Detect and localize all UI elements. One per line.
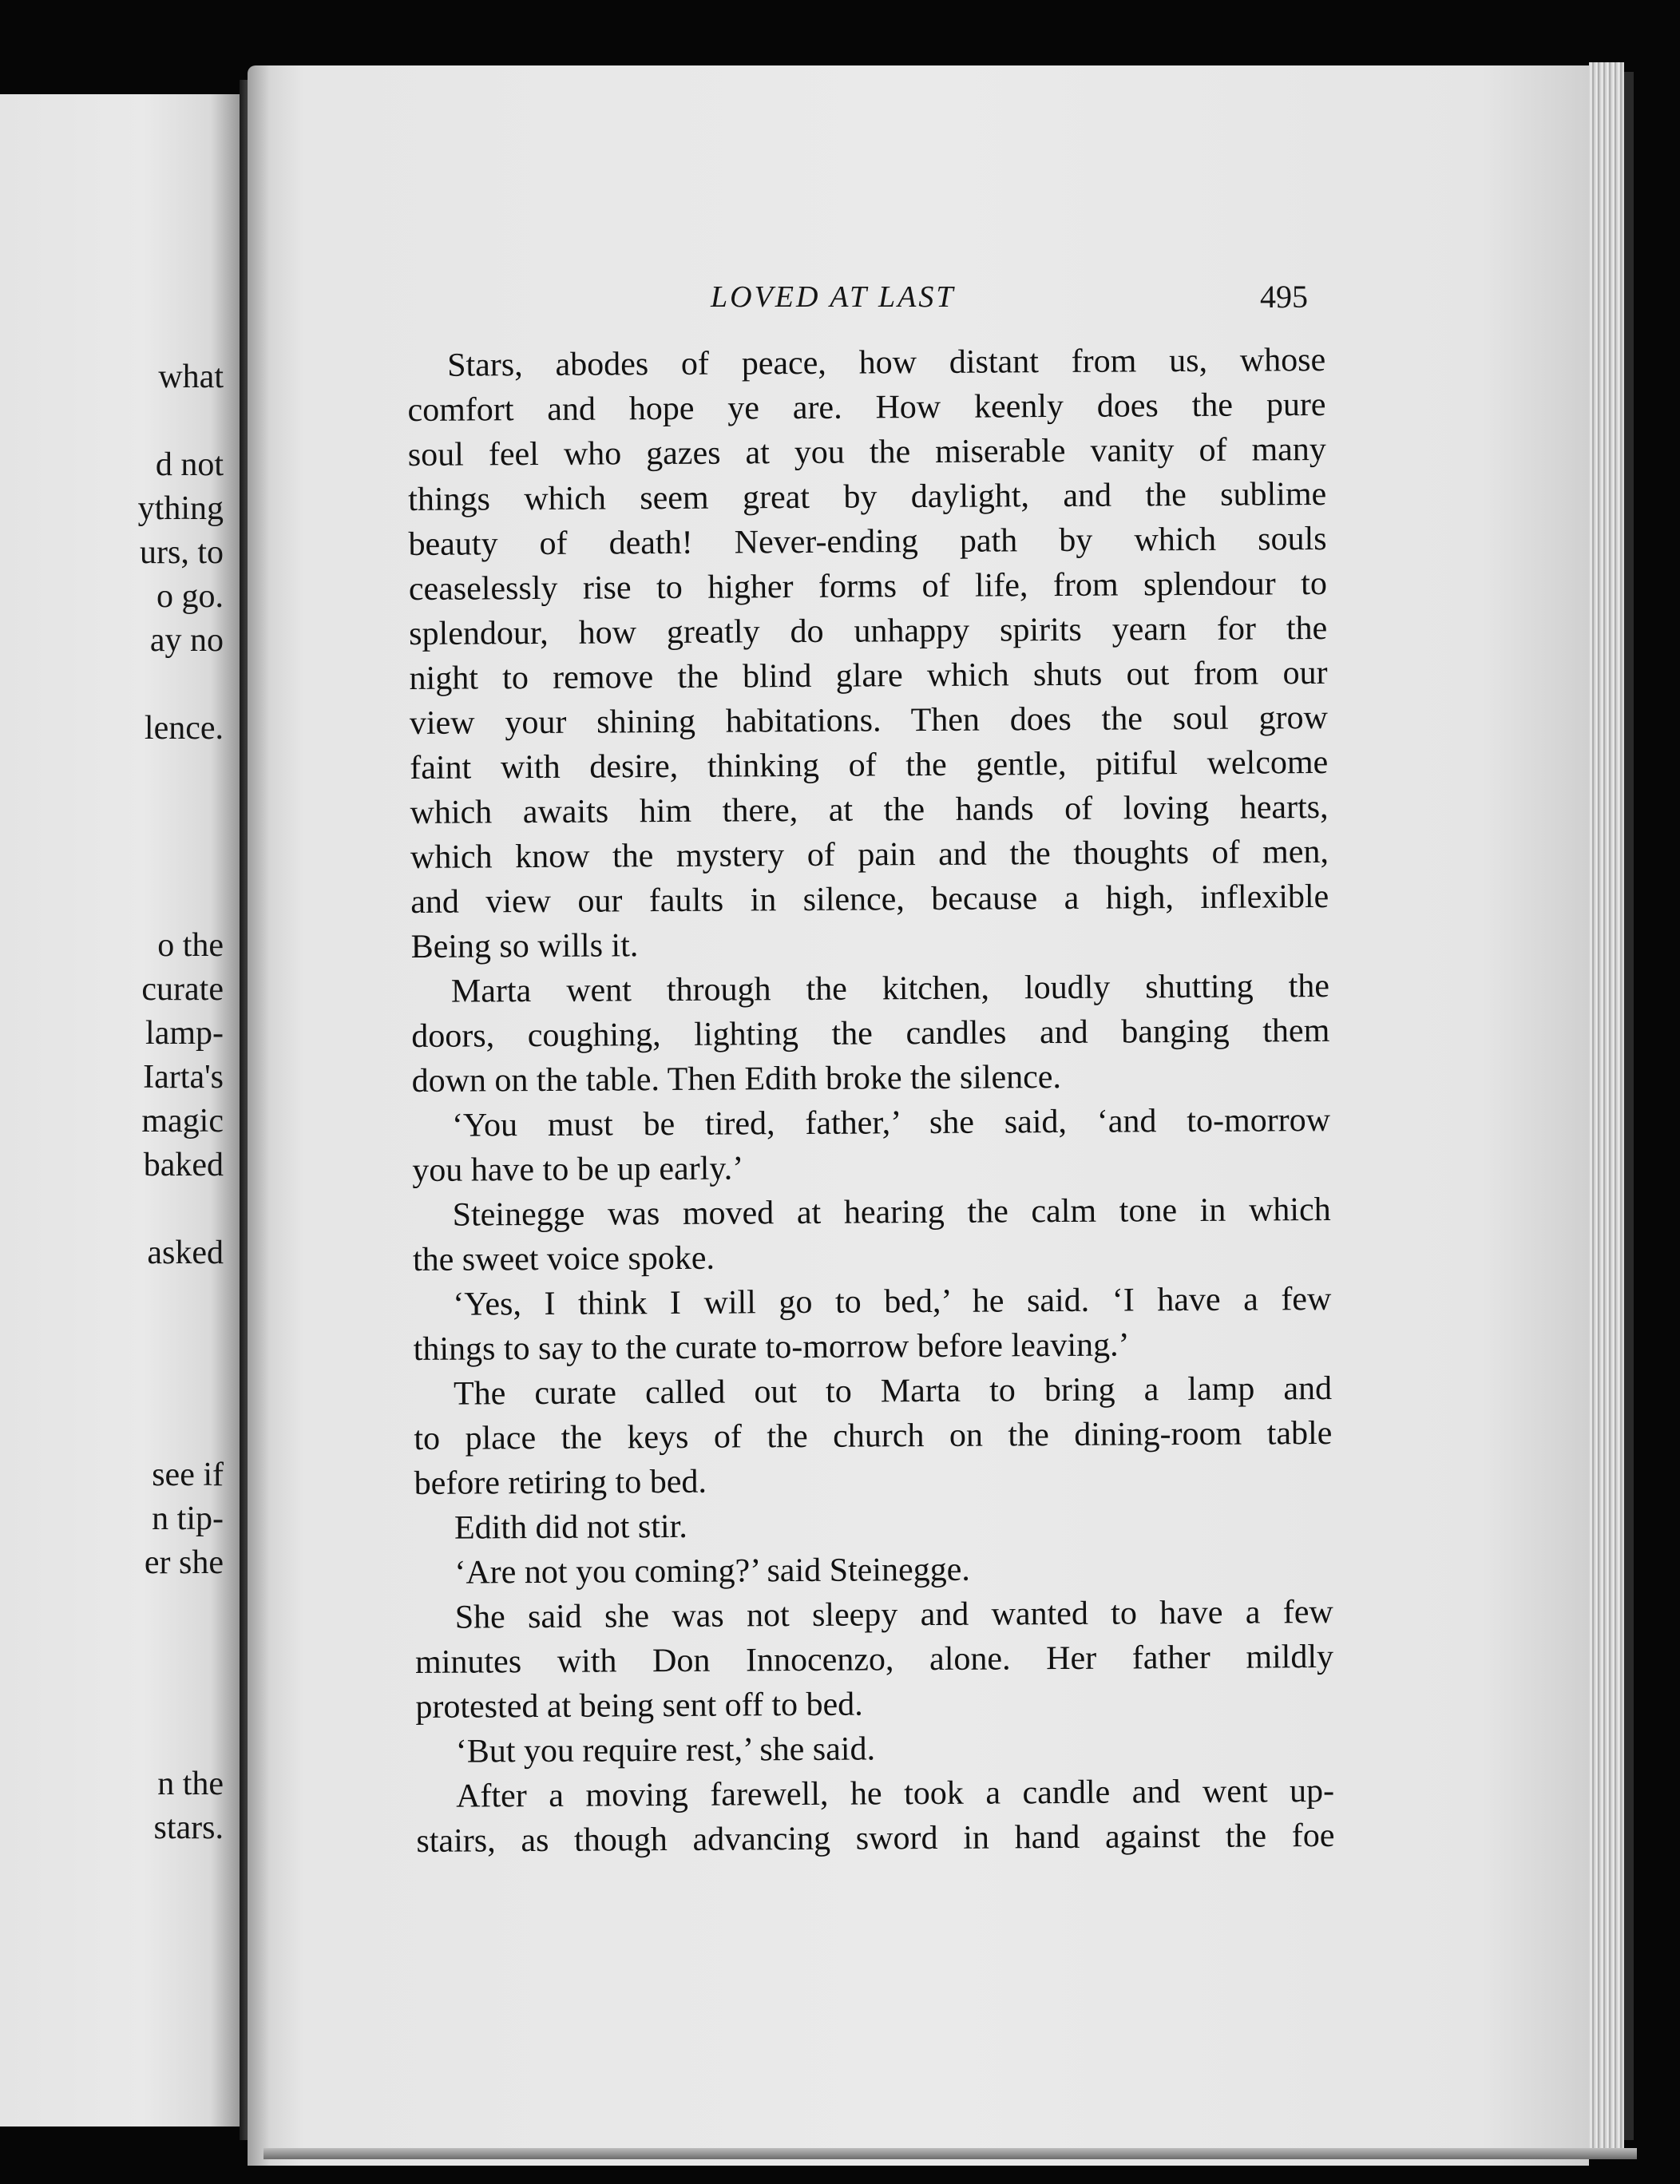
left-page-line: ything [137, 490, 224, 527]
text-line: and view our faults in silence, because a high, inflexible [410, 878, 1329, 921]
text-line: Steinegge was moved at hearing the calm tone in which [452, 1191, 1331, 1234]
text-line: Being so wills it. [410, 927, 639, 965]
left-page-line: see if [152, 1457, 224, 1493]
text-line: She said she was not sleepy and wanted to have a few [454, 1593, 1333, 1636]
page-stack-edge [1589, 62, 1624, 2154]
left-page-fragment [0, 94, 240, 2127]
left-page-line: ay no [149, 622, 224, 659]
left-page-line: o the [157, 927, 224, 964]
left-page-line: curate [141, 971, 224, 1008]
text-line: Edith did not stir. [454, 1508, 687, 1547]
left-page-line: lence. [144, 710, 224, 747]
text-line: ‘Are not you coming?’ said Steinegge. [454, 1551, 970, 1591]
text-line: which awaits him there, at the hands of loving hearts, [410, 788, 1329, 831]
text-line: ‘You must be tired, father,’ she said, ‘and to-morrow [451, 1101, 1331, 1144]
text-line: minutes with Don Innocenzo, alone. Her father mildly [414, 1638, 1334, 1681]
left-page-line: er she [144, 1544, 224, 1581]
left-page-line: lamp- [145, 1015, 224, 1052]
text-line: things which seem great by daylight, and the sublime [408, 475, 1327, 518]
left-page-line: d not [155, 446, 224, 483]
page-number: 495 [1260, 279, 1308, 315]
text-line: doors, coughing, lighting the candles and banging them [411, 1012, 1330, 1055]
left-page-line: stars. [153, 1809, 224, 1846]
left-page-line: magic [141, 1103, 224, 1140]
left-page-line: Iarta's [143, 1059, 224, 1096]
text-line: view your shining habitations. Then does the soul grow [409, 699, 1329, 742]
text-line: The curate called out to Marta to bring a lamp and [453, 1369, 1333, 1413]
left-page-line: asked [147, 1235, 224, 1271]
page-edge-shadow [1624, 72, 1634, 2140]
text-line: Marta went through the kitchen, loudly shutting the [450, 967, 1330, 1010]
text-line: things to say to the curate to-morrow before leaving.’ [413, 1326, 1130, 1368]
text-line: protested at being sent off to bed. [415, 1686, 863, 1726]
text-line: you have to be up early.’ [412, 1150, 744, 1189]
text-line: comfort and hope ye are. How keenly does the pure [407, 386, 1326, 429]
text-line: ‘But you require rest,’ she said. [455, 1730, 876, 1770]
left-page-line: baked [143, 1147, 224, 1183]
left-page-line: what [158, 359, 224, 395]
text-line: ceaselessly rise to higher forms of life, from splendour to [408, 565, 1328, 608]
text-line: to place the keys of the church on the dining-room table [414, 1414, 1333, 1457]
text-line: faint with desire, thinking of the gentle, pitiful welcome [410, 743, 1329, 787]
left-page-line: n tip- [152, 1500, 224, 1537]
text-line: ‘Yes, I think I will go to bed,’ he said. ‘I have a few [453, 1280, 1332, 1323]
text-line: stairs, as though advancing sword in hand against the foe [416, 1817, 1335, 1860]
left-page-line: n the [157, 1766, 224, 1802]
page-bottom-edge [263, 2148, 1637, 2159]
text-line: night to remove the blind glare which shuts out from our [409, 654, 1328, 697]
running-head: LOVED AT LAST [711, 280, 956, 314]
text-line: Stars, abodes of peace, how distant from us, whose [447, 341, 1326, 384]
left-page-line: o go. [157, 578, 224, 615]
left-page-line: urs, to [140, 534, 224, 571]
text-line: soul feel who gazes at you the miserable vanity of many [407, 430, 1326, 474]
text-line: After a moving farewell, he took a candle and went up- [455, 1772, 1335, 1815]
text-line: before retiring to bed. [414, 1463, 707, 1502]
text-line: the sweet voice spoke. [412, 1239, 715, 1278]
text-line: splendour, how greatly do unhappy spirits yearn for the [409, 609, 1328, 652]
text-line: beauty of death! Never-ending path by which souls [408, 520, 1327, 563]
text-line: which know the mystery of pain and the thoughts of men, [410, 833, 1329, 876]
text-line: down on the table. Then Edith broke the silence. [411, 1059, 1062, 1100]
